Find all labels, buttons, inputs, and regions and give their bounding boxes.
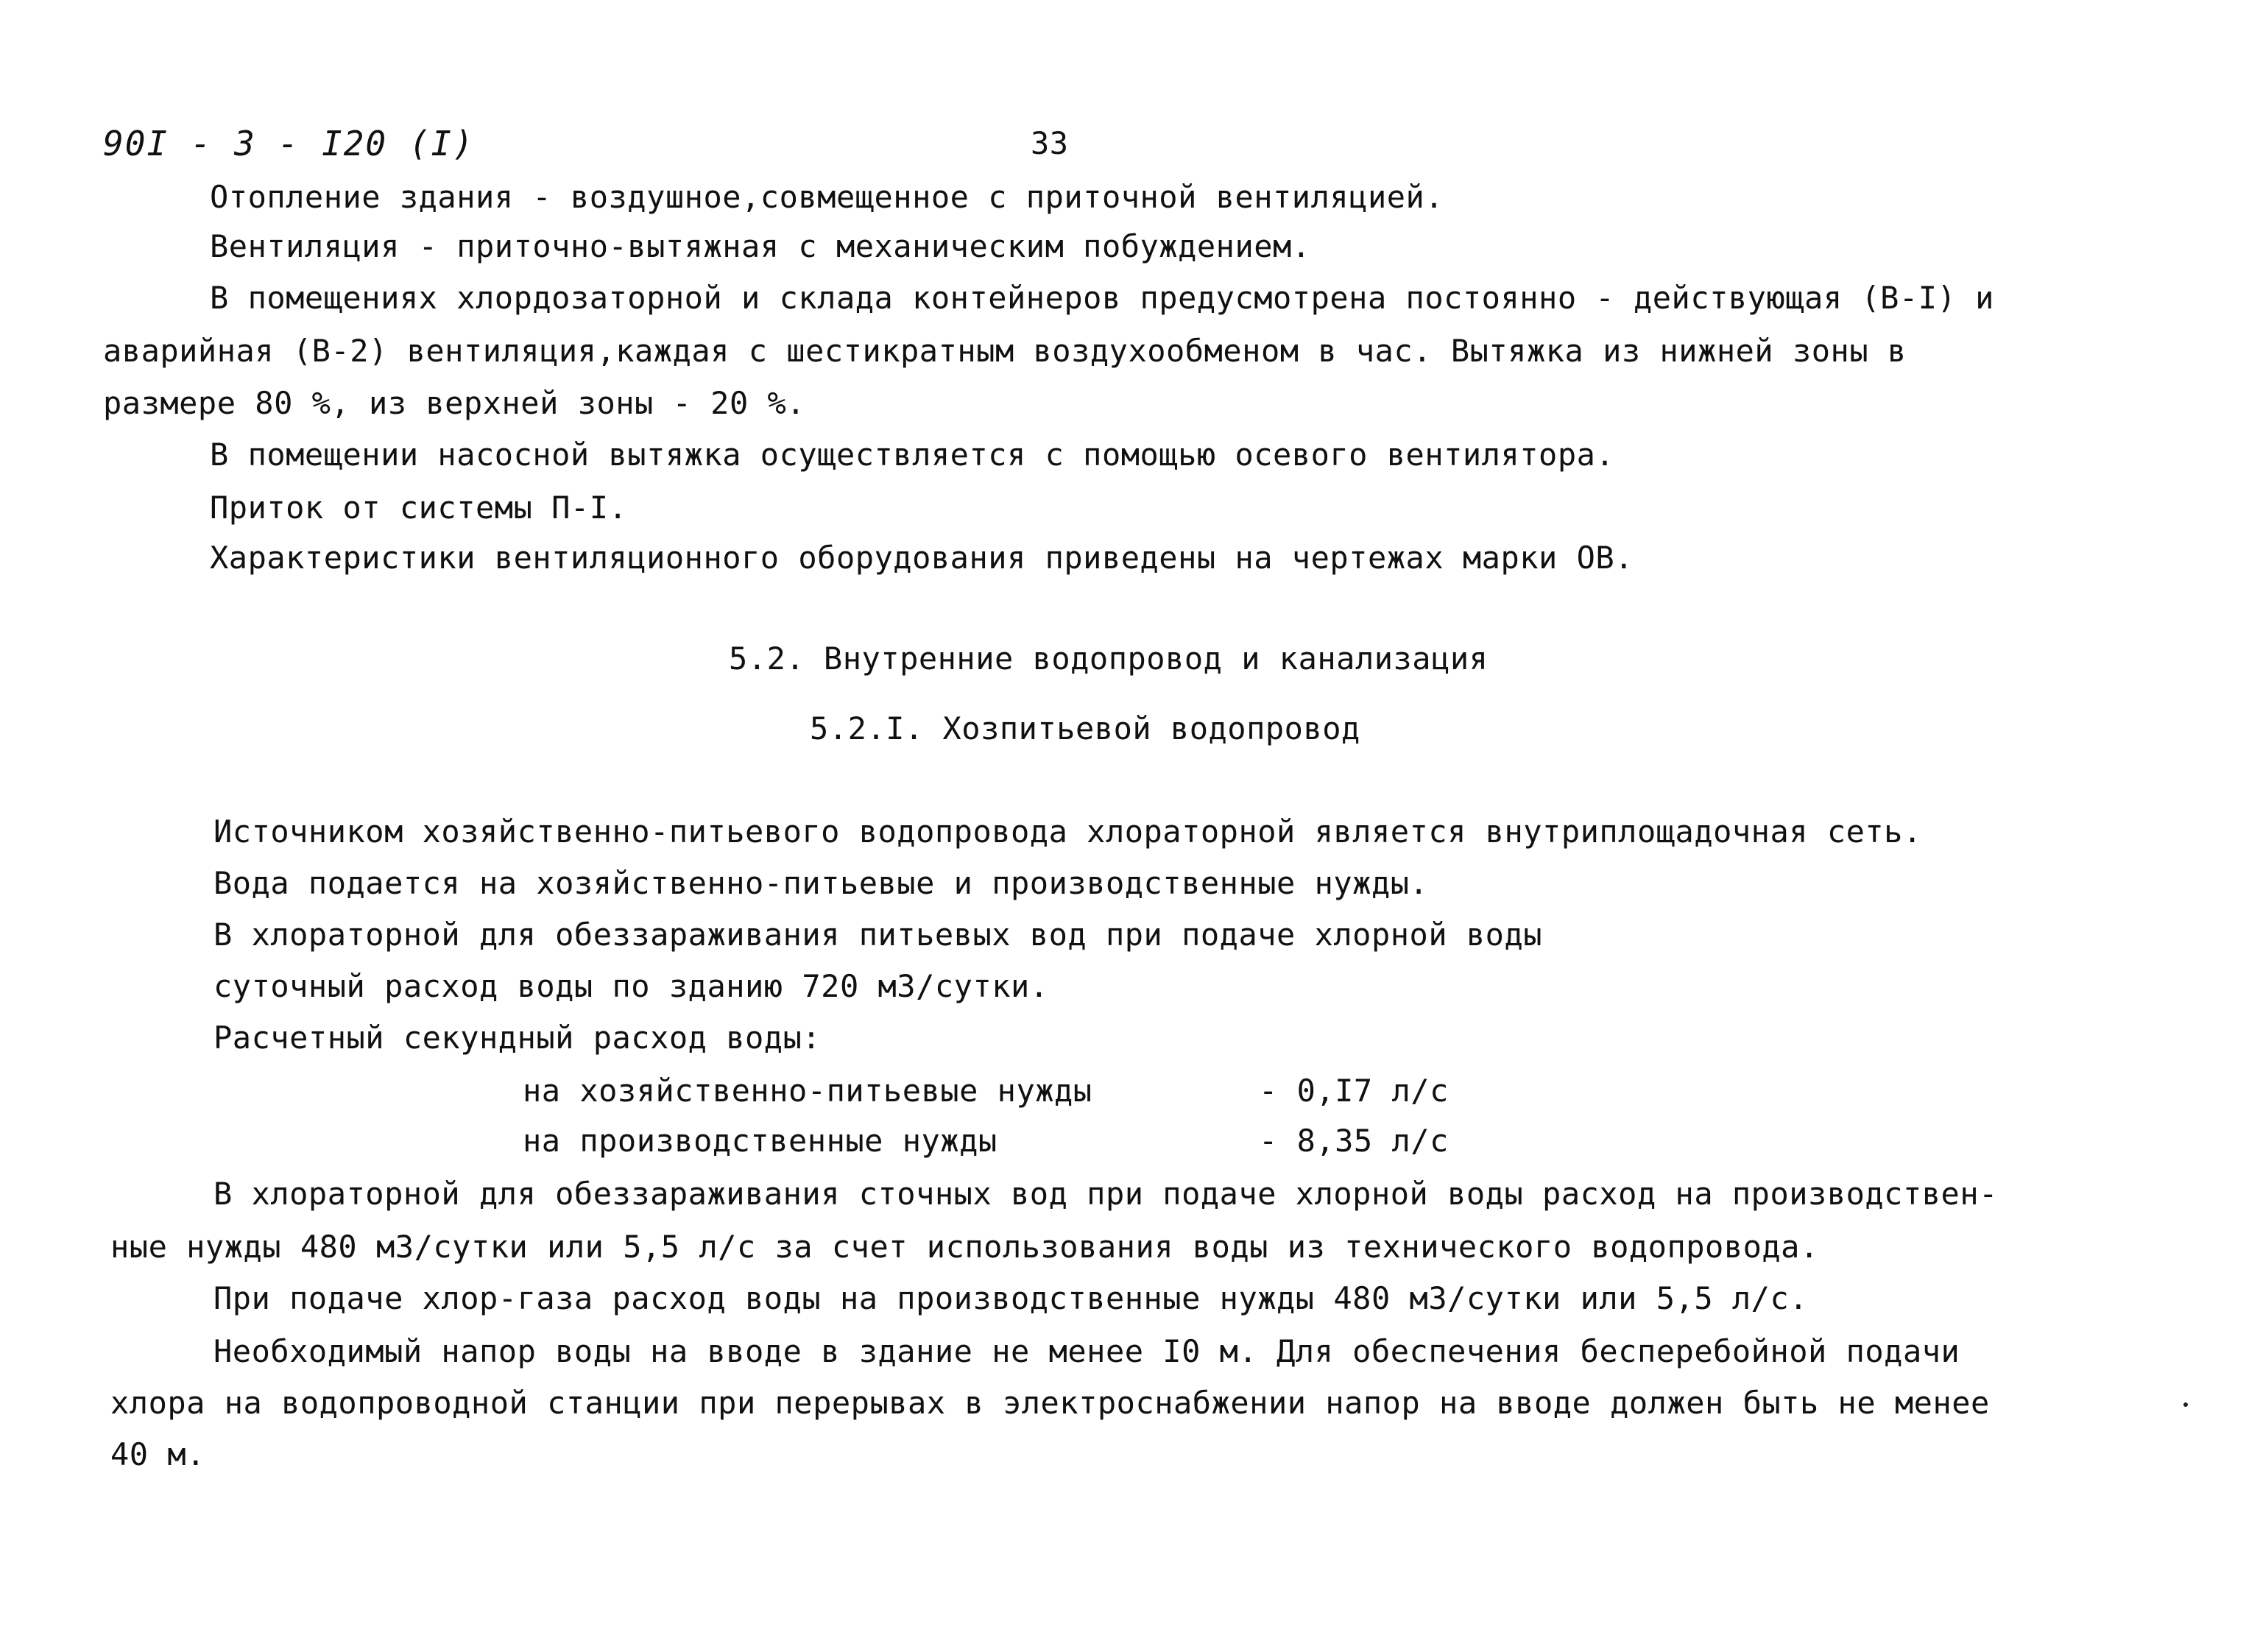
paragraph-line: Приток от системы П-I. bbox=[210, 490, 628, 526]
subsection-heading: 5.2.I. Хозпитьевой водопровод bbox=[810, 710, 1360, 746]
paragraph-line: Характеристики вентиляционного оборудования приведены на чертежах марки ОВ. bbox=[210, 540, 1634, 576]
flow-value: - 0,I7 л/с bbox=[1259, 1073, 1449, 1109]
flow-label: на хозяйственно-питьевые нужды bbox=[523, 1073, 1092, 1109]
flow-label: на производственные нужды bbox=[523, 1123, 997, 1159]
paragraph-line: Источником хозяйственно-питьевого водопровода хлораторной является внутриплощадочная сеть. bbox=[213, 813, 1922, 850]
paragraph-line: Вентиляция - приточно-вытяжная с механическим побуждением. bbox=[210, 228, 1311, 264]
paragraph-line: ные нужды 480 м3/сутки или 5,5 л/с за счет использования воды из технического водопровода. bbox=[110, 1229, 1819, 1265]
paragraph-line: Отопление здания - воздушное,совмещенное с приточной вентиляцией. bbox=[210, 179, 1444, 215]
paragraph-line: хлора на водопроводной станции при перерывах в электроснабжении напор на вводе должен быть не менее bbox=[110, 1385, 1990, 1421]
flow-value: - 8,35 л/с bbox=[1259, 1123, 1449, 1159]
paragraph-line: В хлораторной для обеззараживания сточных вод при подаче хлорной воды расход на производствен- bbox=[213, 1176, 1998, 1212]
paragraph-line: размере 80 %, из верхней зоны - 20 %. bbox=[103, 385, 806, 421]
paragraph-line: Необходимый напор воды на вводе в здание не менее I0 м. Для обеспечения бесперебойной подачи bbox=[213, 1333, 1960, 1369]
paragraph-line: В помещениях хлордозаторной и склада контейнеров предусмотрена постоянно - действующая (В-I) и bbox=[210, 280, 1994, 316]
paragraph-line: 40 м. bbox=[110, 1436, 205, 1472]
paragraph-line: При подаче хлор-газа расход воды на производственные нужды 480 м3/сутки или 5,5 л/с. bbox=[213, 1280, 1809, 1316]
paragraph-line: Вода подается на хозяйственно-питьевые и производственные нужды. bbox=[213, 865, 1429, 901]
document-code: 90I - 3 - I20 (I) bbox=[103, 124, 475, 163]
paragraph-line: суточный расход воды по зданию 720 м3/сутки. bbox=[213, 968, 1049, 1004]
paragraph-line: Расчетный секундный расход воды: bbox=[213, 1020, 822, 1056]
paragraph-line: аварийная (В-2) вентиляция,каждая с шестикратным воздухообменом в час. Вытяжка из нижней зоны в bbox=[103, 333, 1907, 369]
page-number: 33 bbox=[1031, 125, 1069, 161]
paragraph-line: В хлораторной для обеззараживания питьевых вод при подаче хлорной воды bbox=[213, 917, 1543, 953]
section-heading: 5.2. Внутренние водопровод и канализация bbox=[729, 640, 1489, 677]
scan-speck bbox=[2183, 1402, 2188, 1407]
paragraph-line: В помещении насосной вытяжка осуществляется с помощью осевого вентилятора. bbox=[210, 437, 1615, 473]
